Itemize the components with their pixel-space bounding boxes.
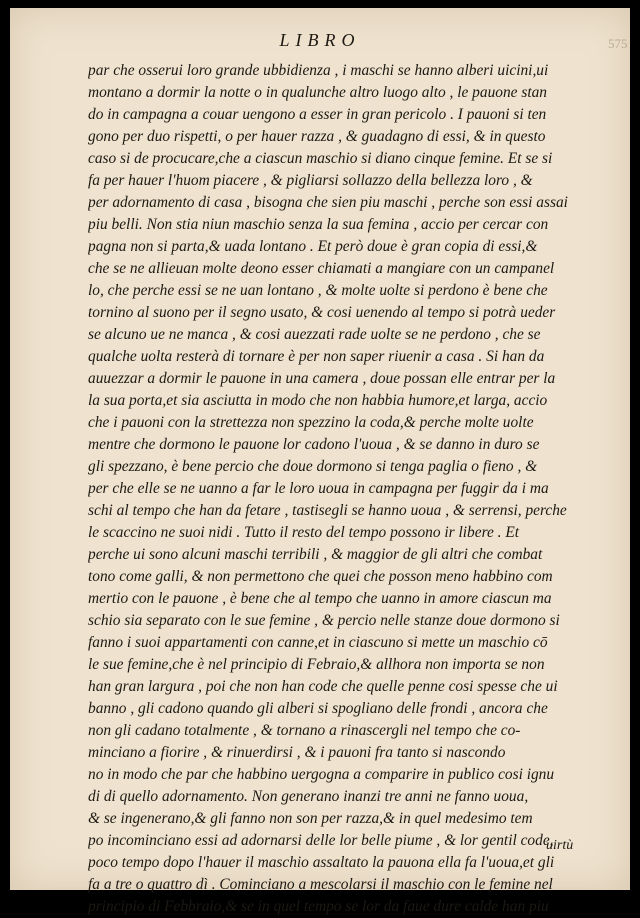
running-head: LIBRO (279, 30, 361, 50)
text-line: minciano a fiorire , & rinuerdirsi , & i pauoni fra tanto si nascondo (88, 744, 506, 761)
text-line: schi al tempo che han da fetare , tastisegli se hanno uoua , & serrensi, perche (88, 502, 567, 519)
body-text (88, 60, 588, 918)
text-line: po incominciano essi ad adornarsi delle lor belle piume , & lor gentil code, (88, 832, 554, 849)
text-line: se alcuno ue ne manca , & cosi auezzati rade uolte se ne perdono , che se (88, 326, 541, 343)
text-line: poco tempo dopo l'hauer il maschio assaltato la pauona ella fa l'uoua,et gli (88, 854, 555, 871)
text-line: auuezzar a dormir le pauone in una camera , doue possan elle entrar per la (88, 370, 556, 387)
text-line: che i pauoni con la strettezza non spezzino la coda,& perche molte uolte (88, 414, 534, 431)
text-line: montano a dormir la notte o in qualunche altro luogo alto , le pauone stan (88, 84, 547, 101)
text-line: do in campagna a couar uengono a esser in gran pericolo . I pauoni si ten (88, 106, 547, 123)
text-line: di di quello adornamento. Non generano inanzi tre anni ne fanno uoua, (88, 788, 529, 805)
text-line: banno , gli cadono quando gli alberi si spogliano delle frondi , ancora che (88, 700, 548, 717)
text-line: le sue femine,che è nel principio di Febraio,& allhora non importa se non (88, 656, 545, 673)
text-line: han gran largura , poi che non han code che quelle penne cosi spesse che ui (88, 678, 558, 695)
text-line: no in modo che par che habbino uergogna a comparire in publico cosi ignu (88, 766, 555, 783)
text-line: la sua porta,et sia asciutta in modo che non habbia humore,et larga, accio (88, 392, 548, 409)
text-line: mentre che dormono le pauone lor cadono l'uoua , & se danno in duro se (88, 436, 540, 453)
text-line: piu belli. Non stia niun maschio senza la sua femina , accio per cercar con (88, 216, 549, 233)
text-line: tornino al suono per il segno usato, & cosi uenendo al tempo si potrà ueder (88, 304, 556, 321)
text-line: pagna non si parta,& uada lontano . Et però doue è gran copia di essi,& (88, 238, 538, 255)
page-scan (10, 8, 630, 915)
text-line: gli spezzano, è bene percio che doue dormono si tenga paglia o fieno , & (88, 458, 538, 475)
text-line: che se ne allieuan molte deono esser chiamati a mangiare con un campanel (88, 260, 555, 277)
text-line: per adornamento di casa , bisogna che sien piu maschi , perche son essi assai (88, 194, 568, 211)
text-line: tono come galli, & non permettono che quei che posson meno habbino com (88, 568, 553, 585)
text-line: par che osserui loro grande ubbidienza , i maschi se hanno alberi uicini,ui (88, 62, 549, 79)
text-line: non gli cadano totalmente , & tornano a rinascergli nel tempo che co- (88, 722, 521, 739)
text-line: fa per hauer l'huom piacere , & pigliarsi sollazzo della bellezza loro , & (88, 172, 533, 189)
text-line: schio sia separato con le sue femine , & percio nelle stanze doue dormono si (88, 612, 560, 629)
text-line: caso si de procucare,che a ciascun maschio si diano cinque femine. Et se si (88, 150, 553, 167)
text-line: mertio con le pauone , è bene che al tempo che uanno in amore ciascun ma (88, 590, 552, 607)
catchword: uirtù (546, 838, 574, 853)
text-line: lo, che perche essi se ne uan lontano , & molte uolte si perdono è bene che (88, 282, 548, 299)
text-line: fa a tre o quattro dì . Cominciano a mescolarsi il maschio con le femine nel (88, 876, 553, 893)
text-line: & se ingenerano,& gli fanno non son per razza,& in quel medesimo tem (88, 810, 533, 827)
text-line: perche ui sono alcuni maschi terribili , & maggior de gli altri che combat (88, 546, 543, 563)
text-line: le scaccino ne suoi nidi . Tutto il resto del tempo possono ir libere . Et (88, 524, 520, 541)
page-number: 575 (608, 36, 628, 51)
text-line: qualche uolta resterà di tornare è per non saper riuenir a casa . Si han da (88, 348, 545, 365)
text-line: fanno i suoi appartamenti con canne,et in ciascuno si mette un maschio cō (88, 634, 548, 651)
text-line: principio di Febbraio,& se in quel tempo se lor da faue dure calde han piu (88, 898, 549, 915)
text-line: per che elle se ne uanno a far le loro uoua in campagna per fuggir da i ma (88, 480, 549, 497)
text-line: gono per duo rispetti, o per hauer razza , & guadagno di essi, & in questo (88, 128, 546, 145)
